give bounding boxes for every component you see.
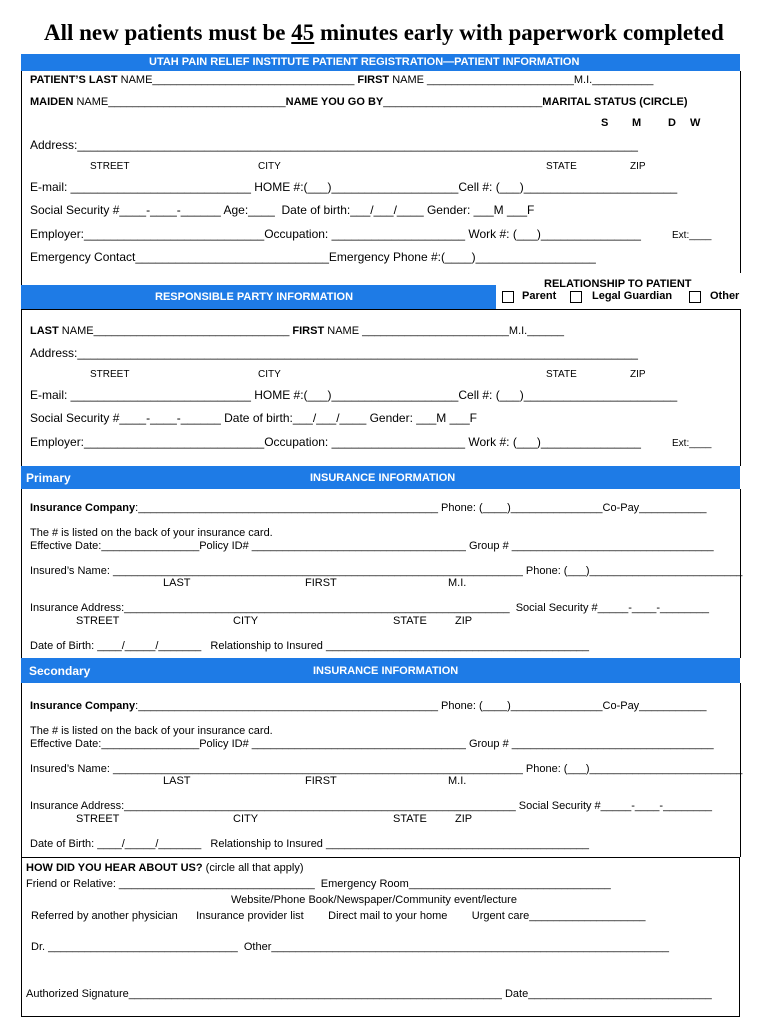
responsible-last-field[interactable]: NAME________________________________ bbox=[58, 325, 293, 337]
secondary-insured-row[interactable]: Insured’s Name: ___________________________________________________________________ Phone: (___)_________________________ bbox=[30, 763, 743, 775]
maiden-field[interactable]: NAME_____________________________ bbox=[73, 96, 286, 108]
patient-address-field[interactable]: Address:____________________________________________________________________________________ bbox=[30, 138, 638, 152]
primary-company-field[interactable]: :_________________________________________________ Phone: (____)_______________Co-Pay___________ bbox=[135, 502, 707, 514]
marital-d[interactable]: D bbox=[668, 117, 676, 129]
primary-insured-row[interactable]: Insured’s Name: ___________________________________________________________________ Phone: (___)_________________________ bbox=[30, 565, 743, 577]
primary-address-row[interactable]: Insurance Address:_______________________________________________________________ Social Security #_____-____-________ bbox=[30, 602, 709, 614]
marital-w[interactable]: W bbox=[690, 117, 701, 129]
marital-status-label: MARITAL STATUS (CIRCLE) bbox=[542, 96, 688, 108]
secondary-company-label: Insurance Company bbox=[30, 700, 136, 712]
primary-first-label: FIRST bbox=[305, 577, 337, 589]
responsible-first-field[interactable]: NAME ________________________M.I.______ bbox=[324, 325, 564, 337]
go-by-label: NAME YOU GO BY bbox=[285, 96, 384, 108]
marital-s[interactable]: S bbox=[601, 117, 609, 129]
responsible-street-label: STREET bbox=[90, 369, 130, 380]
patient-section-header bbox=[21, 54, 740, 71]
referral-heading-note: (circle all that apply) bbox=[202, 862, 304, 874]
patient-last-field[interactable]: NAME_________________________________ bbox=[117, 74, 358, 86]
referral-friend-row[interactable]: Friend or Relative: ________________________________ Emergency Room_________________________________ bbox=[26, 878, 611, 890]
legal-guardian-label: Legal Guardian bbox=[592, 290, 673, 302]
patient-emergency-row[interactable]: Emergency Contact_____________________________Emergency Phone #:(____)__________________ bbox=[30, 250, 596, 264]
primary-company-row bbox=[30, 502, 706, 514]
primary-last-label: LAST bbox=[163, 577, 191, 589]
go-by-field[interactable]: __________________________ bbox=[383, 96, 543, 108]
secondary-company-field[interactable]: :_________________________________________________ Phone: (____)_______________Co-Pay___________ bbox=[135, 700, 707, 712]
primary-effective-row[interactable]: Effective Date:________________Policy ID# ___________________________________ Group # _________________________________ bbox=[30, 540, 714, 552]
referral-options-row[interactable]: Referred by another physician Insurance provider list Direct mail to your home Urgent care___________________ bbox=[31, 910, 646, 922]
primary-zip-label: ZIP bbox=[455, 615, 473, 627]
secondary-zip-label: ZIP bbox=[455, 813, 473, 825]
secondary-first-label: FIRST bbox=[305, 775, 337, 787]
relationship-heading: RELATIONSHIP TO PATIENT bbox=[544, 278, 692, 290]
secondary-state-label: STATE bbox=[393, 813, 427, 825]
responsible-section-header bbox=[21, 285, 496, 309]
primary-mi-label: M.I. bbox=[448, 577, 467, 589]
page-title bbox=[44, 20, 724, 46]
secondary-company-row bbox=[30, 700, 706, 712]
title-post: minutes early with paperwork completed bbox=[314, 20, 724, 45]
referral-heading-bold: HOW DID YOU HEAR ABOUT US? bbox=[26, 862, 203, 874]
other-label: Other bbox=[710, 290, 740, 302]
responsible-last-label: LAST bbox=[30, 325, 59, 337]
patient-maiden-row bbox=[30, 96, 688, 108]
secondary-effective-row[interactable]: Effective Date:________________Policy ID# ___________________________________ Group # _________________________________ bbox=[30, 738, 714, 750]
responsible-border-top bbox=[21, 309, 741, 310]
referral-heading bbox=[26, 862, 304, 874]
patient-first-field[interactable]: NAME ________________________M.I.__________ bbox=[389, 74, 654, 86]
primary-border-left bbox=[21, 489, 22, 658]
secondary-address-row[interactable]: Insurance Address:________________________________________________________________ Social Security #_____-____-________ bbox=[30, 800, 713, 812]
patient-name-row bbox=[30, 74, 653, 86]
parent-checkbox[interactable] bbox=[502, 291, 514, 303]
other-checkbox[interactable] bbox=[689, 291, 701, 303]
patient-ext-field[interactable]: Ext:____ bbox=[672, 230, 712, 241]
responsible-header-text: RESPONSIBLE PARTY INFORMATION bbox=[155, 291, 354, 303]
patient-state-label: STATE bbox=[546, 161, 577, 172]
patient-border-left bbox=[21, 71, 22, 285]
referral-website-option[interactable]: Website/Phone Book/Newspaper/Community event/lecture bbox=[231, 894, 517, 906]
primary-company-label: Insurance Company bbox=[30, 502, 136, 514]
marital-m[interactable]: M bbox=[632, 117, 642, 129]
secondary-dob-row[interactable]: Date of Birth: ____/_____/_______ Relationship to Insured ___________________________________________ bbox=[30, 838, 590, 850]
responsible-border-right bbox=[740, 309, 741, 466]
primary-card-note: The # is listed on the back of your insurance card. bbox=[30, 527, 273, 539]
signature-row[interactable]: Authorized Signature_____________________________________________________________ Date______________________________ bbox=[26, 988, 712, 1000]
secondary-street-label: STREET bbox=[76, 813, 120, 825]
secondary-label: Secondary bbox=[29, 664, 91, 678]
responsible-employer-row[interactable]: Employer:___________________________Occupation: ____________________ Work #: (___)_______________ bbox=[30, 435, 641, 449]
responsible-name-row bbox=[30, 325, 564, 337]
secondary-last-label: LAST bbox=[163, 775, 191, 787]
secondary-insurance-header bbox=[21, 658, 740, 683]
responsible-ssn-row[interactable]: Social Security #____-____-______ Date of birth:___/___/____ Gender: ___M ___F bbox=[30, 411, 477, 425]
responsible-state-label: STATE bbox=[546, 369, 577, 380]
patient-header-text: UTAH PAIN RELIEF INSTITUTE PATIENT REGISTRATION—PATIENT INFORMATION bbox=[149, 56, 580, 68]
responsible-address-field[interactable]: Address:____________________________________________________________________________________ bbox=[30, 346, 638, 360]
primary-city-label: CITY bbox=[233, 615, 259, 627]
primary-label: Primary bbox=[26, 471, 71, 485]
patient-email-row[interactable]: E-mail: ___________________________ HOME #:(___)___________________Cell #: (___)_______________________ bbox=[30, 180, 678, 194]
title-pre: All new patients must be bbox=[44, 20, 292, 45]
primary-state-label: STATE bbox=[393, 615, 427, 627]
primary-dob-row[interactable]: Date of Birth: ____/_____/_______ Relationship to Insured ___________________________________________ bbox=[30, 640, 590, 652]
primary-street-label: STREET bbox=[76, 615, 120, 627]
primary-insurance-header bbox=[21, 466, 740, 489]
secondary-header-text: INSURANCE INFORMATION bbox=[313, 665, 459, 677]
secondary-card-note: The # is listed on the back of your insurance card. bbox=[30, 725, 273, 737]
patient-city-label: CITY bbox=[258, 161, 281, 172]
title-number: 45 bbox=[291, 20, 315, 45]
responsible-ext-field[interactable]: Ext:____ bbox=[672, 438, 712, 449]
primary-header-text: INSURANCE INFORMATION bbox=[310, 472, 456, 484]
patient-employer-row[interactable]: Employer:___________________________Occupation: ____________________ Work #: (___)_______________ bbox=[30, 227, 641, 241]
patient-street-label: STREET bbox=[90, 161, 130, 172]
responsible-city-label: CITY bbox=[258, 369, 281, 380]
maiden-label: MAIDEN bbox=[30, 96, 74, 108]
secondary-mi-label: M.I. bbox=[448, 775, 467, 787]
secondary-city-label: CITY bbox=[233, 813, 259, 825]
patient-zip-label: ZIP bbox=[630, 161, 646, 172]
parent-label: Parent bbox=[522, 290, 557, 302]
legal-guardian-checkbox[interactable] bbox=[570, 291, 582, 303]
referral-dr-row[interactable]: Dr. _______________________________ Other_________________________________________________________________ bbox=[31, 941, 670, 953]
patient-first-label: FIRST bbox=[357, 74, 390, 86]
patient-ssn-row[interactable]: Social Security #____-____-______ Age:____ Date of birth:___/___/____ Gender: ___M ___F bbox=[30, 203, 535, 217]
responsible-border-left bbox=[21, 309, 22, 466]
responsible-first-label: FIRST bbox=[292, 325, 325, 337]
patient-border-right bbox=[740, 71, 741, 273]
responsible-email-row[interactable]: E-mail: ___________________________ HOME #:(___)___________________Cell #: (___)_______________________ bbox=[30, 388, 678, 402]
responsible-zip-label: ZIP bbox=[630, 369, 646, 380]
patient-last-label: PATIENT’S LAST bbox=[30, 74, 118, 86]
secondary-border-left bbox=[21, 683, 22, 857]
